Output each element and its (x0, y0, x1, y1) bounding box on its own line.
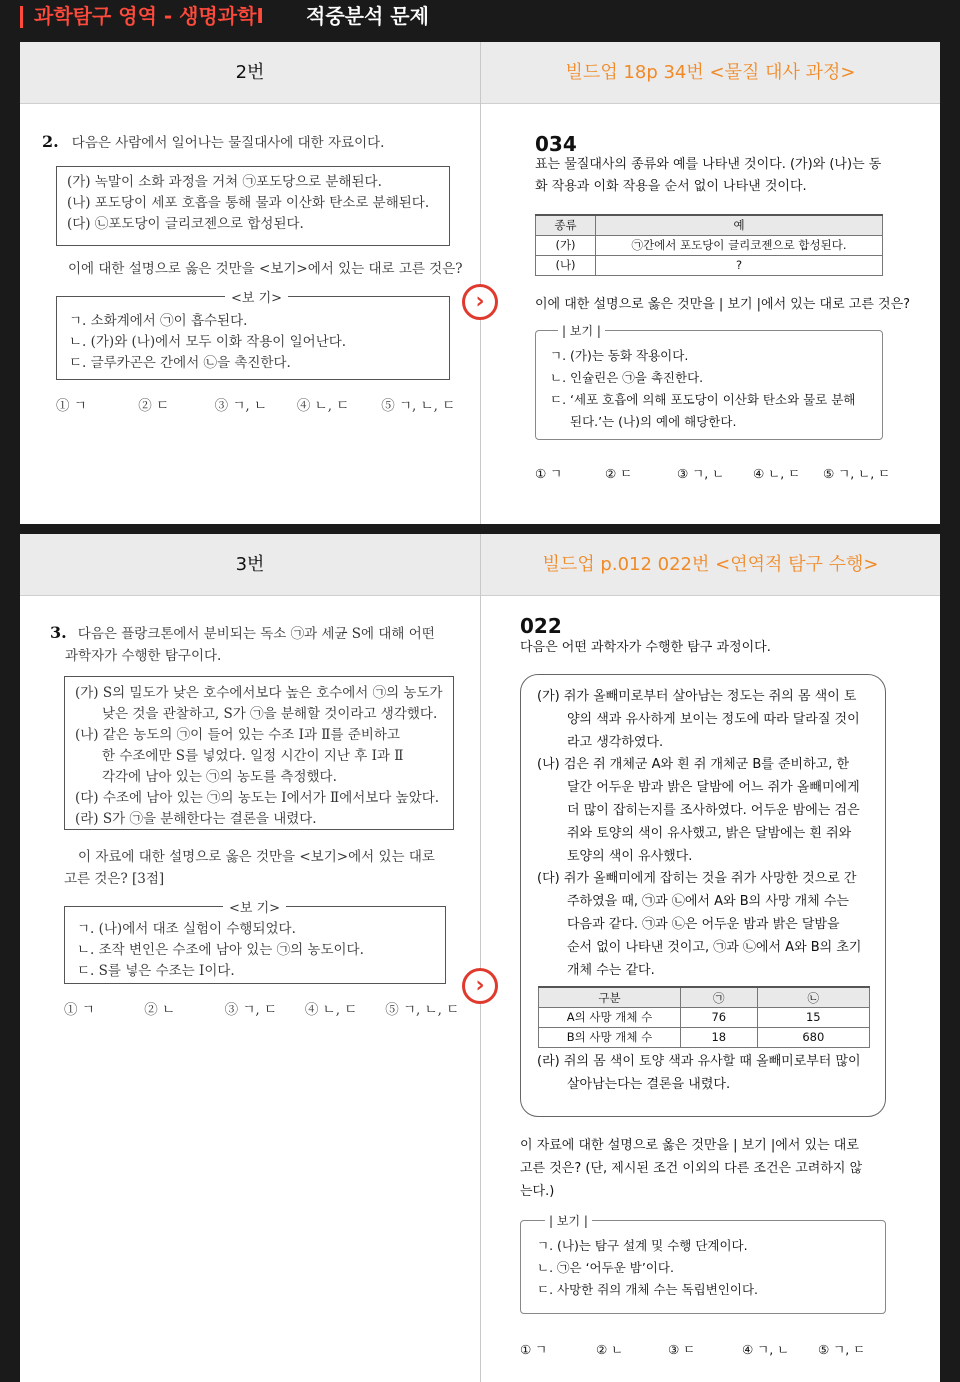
process-line: (라) 쥐의 몸 색이 토양 색과 유사할 때 올빼미로부터 많이 (537, 1053, 861, 1069)
page-banner (0, 0, 960, 42)
buildup-stem (535, 154, 881, 198)
bogi-statement: 된다.’는 (나)의 예에 해당한다. (570, 414, 737, 429)
data-box (56, 166, 450, 246)
process-line: (나) 검은 쥐 개체군 A와 흰 쥐 개체군 B를 준비하고, 한 (537, 757, 850, 773)
prompt-line: 고른 것은? (단, 제시된 조건 이외의 다른 조건은 고려하지 않 (520, 1161, 863, 1176)
choice-4[interactable]: ④ ㄴ, ㄷ (304, 1002, 358, 1018)
bogi-statement: ㄷ. S를 넣은 수조는 Ⅰ이다. (77, 963, 235, 979)
buildup-prompt: 이에 대한 설명으로 옳은 것만을 | 보기 |에서 있는 대로 고른 것은? (535, 297, 911, 312)
banner-title-red: 과학탐구 영역 - 생명과학Ⅰ (34, 4, 264, 28)
question-3-stem (50, 623, 470, 667)
choice-3[interactable]: ③ ㄷ (667, 1342, 696, 1357)
section-2-right-header: 빌드업 p.012 022번 <연역적 탐구 수행> (542, 554, 879, 575)
table-cell: A의 사망 개체 수 (539, 1007, 681, 1027)
choice-2[interactable]: ② ㄷ (604, 466, 633, 481)
table-cell: 18 (681, 1027, 758, 1047)
table-row (539, 1027, 870, 1047)
choice-3[interactable]: ③ ㄱ, ㄷ (224, 1002, 278, 1018)
bogi-statement: ㄱ. (가)는 동화 작용이다. (550, 348, 689, 363)
metabolism-table (535, 214, 883, 276)
table-cell: 680 (757, 1027, 869, 1047)
choice-4[interactable]: ④ ㄱ, ㄴ (741, 1342, 790, 1357)
choice-1[interactable]: ① ㄱ (520, 1342, 548, 1357)
process-line: 살아남는다는 결론을 내렸다. (567, 1076, 731, 1092)
bogi-title: | 보기 | (545, 1212, 592, 1229)
buildup-number: 034 (535, 132, 577, 156)
table-row (536, 255, 883, 275)
data-line: (가) 녹말이 소화 과정을 거쳐 ㉠포도당으로 분해된다. (67, 174, 382, 190)
table-header: 예 (596, 215, 883, 235)
inquiry-process-box (520, 674, 886, 1117)
question-stem: 다음은 사람에서 일어나는 물질대사에 대한 자료이다. (71, 135, 385, 151)
data-line: 낮은 것을 관찰하고, S가 ㉠을 분해할 것이라고 생각했다. (102, 706, 438, 722)
bogi-statement: ㄴ. (가)와 (나)에서 모두 이화 작용이 일어난다. (69, 334, 347, 350)
data-line: (라) S가 ㉠을 분해한다는 결론을 내렸다. (75, 811, 317, 827)
table-cell: (가) (536, 235, 596, 255)
banner-title-white: 적중분석 문제 (306, 4, 429, 28)
question-number: 2. (42, 132, 59, 151)
data-line: 한 수조에만 S를 넣었다. 일정 시간이 지난 후 Ⅰ과 Ⅱ (102, 748, 404, 764)
bogi-statement: ㄴ. 인슐린은 ㉠을 촉진한다. (550, 370, 704, 385)
bogi-title: | 보기 | (558, 322, 605, 339)
choice-3[interactable]: ③ ㄱ, ㄴ (676, 466, 725, 481)
bogi-box (520, 1214, 886, 1314)
bogi-box (64, 901, 446, 984)
buildup-number: 022 (520, 614, 562, 638)
data-line: (다) ㉡포도당이 글리코젠으로 합성된다. (67, 216, 304, 232)
table-header: 구분 (539, 987, 681, 1007)
table-cell: B의 사망 개체 수 (539, 1027, 681, 1047)
table-cell: ? (596, 255, 883, 275)
table-row (539, 1007, 870, 1027)
bogi-statement: ㄱ. (나)에서 대조 실험이 수행되었다. (77, 921, 296, 937)
answer-choices (56, 394, 455, 414)
section-2-left-header: 3번 (235, 554, 265, 575)
bogi-statement: ㄱ. (나)는 탐구 설계 및 수행 단계이다. (537, 1238, 748, 1253)
table-header: 종류 (536, 215, 596, 235)
table-row (536, 235, 883, 255)
data-line: 각각에 남아 있는 ㉠의 농도를 측정했다. (102, 769, 337, 785)
comparison-section-2 (20, 534, 940, 1382)
process-line: 달간 어두운 밤과 밝은 달밤에 어느 쥐가 올빼미에게 (567, 780, 860, 796)
stem-line: 다음은 플랑크톤에서 분비되는 독소 ㉠과 세균 S에 대해 어떤 (77, 626, 435, 642)
answer-choices (520, 1340, 865, 1358)
question-prompt: 이에 대한 설명으로 옳은 것만을 <보기>에서 있는 대로 고른 것은? (68, 261, 463, 277)
prompt-line: 이 자료에 대한 설명으로 옳은 것만을 <보기>에서 있는 대로 (78, 849, 435, 865)
table-cell: 76 (681, 1007, 758, 1027)
table-cell: 15 (757, 1007, 869, 1027)
bogi-box (535, 324, 883, 440)
process-line: 쥐와 토양의 색이 유사했고, 밝은 달밤에는 흰 쥐와 (567, 825, 852, 841)
bogi-statement: ㄷ. 글루카곤은 간에서 ㉡을 촉진한다. (69, 355, 291, 371)
process-line: (가) 쥐가 올빼미로부터 살아남는 정도는 쥐의 몸 색이 토 (537, 689, 857, 704)
comparison-section-1 (20, 42, 940, 524)
data-line: (나) 같은 농도의 ㉠이 들어 있는 수조 Ⅰ과 Ⅱ를 준비하고 (75, 727, 400, 743)
prompt-line: 이 자료에 대한 설명으로 옳은 것만을 | 보기 |에서 있는 대로 (520, 1138, 859, 1153)
table-header: ㉠ (681, 987, 758, 1007)
section-1-right-header: 빌드업 18p 34번 <물질 대사 과정> (565, 62, 856, 83)
prompt-line: 고른 것은? [3점] (64, 871, 165, 887)
process-line: 양의 색과 유사하게 보이는 정도에 따라 달라질 것이 (567, 711, 860, 727)
section-1-left-header: 2번 (235, 62, 265, 83)
bogi-statement: ㄱ. 소화계에서 ㉠이 흡수된다. (69, 313, 248, 329)
section-1-divider (480, 42, 481, 524)
choice-4[interactable]: ④ ㄴ, ㄷ (752, 466, 801, 481)
data-line: (나) 포도당이 세포 호흡을 통해 물과 이산화 탄소로 분해된다. (67, 195, 430, 211)
chevron-right-icon: › (462, 284, 498, 320)
question-prompt (64, 846, 435, 890)
choice-5[interactable]: ⑤ ㄱ, ㄴ, ㄷ (381, 398, 456, 414)
answer-choices (535, 464, 890, 482)
process-line: 더 많이 잡히는지를 조사하였다. 어두운 밤에는 검은 (567, 802, 860, 818)
banner-accent-bar (20, 6, 23, 28)
prompt-line: 는다.) (520, 1184, 555, 1199)
process-line: 개체 수는 같다. (567, 962, 655, 978)
choice-1[interactable]: ① ㄱ (535, 466, 563, 481)
table-cell: (나) (536, 255, 596, 275)
choice-3[interactable]: ③ ㄱ, ㄴ (214, 398, 268, 414)
bogi-statement: ㄷ. ‘세포 호흡에 의해 포도당이 이산화 탄소와 물로 분해 (550, 392, 856, 407)
table-header: ㉡ (757, 987, 869, 1007)
process-line: 다음과 같다. ㉠과 ㉡은 어두운 밤과 밝은 달밤을 (567, 916, 840, 932)
data-line: (가) S의 밀도가 낮은 호수에서보다 높은 호수에서 ㉠의 농도가 (75, 685, 443, 701)
stem-line: 표는 물질대사의 종류와 예를 나타낸 것이다. (가)와 (나)는 동 (535, 157, 882, 172)
process-line: 순서 없이 나타낸 것이고, ㉠과 ㉡에서 A와 B의 초기 (567, 939, 862, 955)
bogi-statement: ㄷ. 사망한 쥐의 개체 수는 독립변인이다. (537, 1282, 759, 1297)
answer-choices (64, 998, 459, 1018)
stem-line: 화 작용과 이화 작용을 순서 없이 나타낸 것이다. (535, 179, 807, 194)
choice-1[interactable]: ① ㄱ (56, 398, 87, 414)
bogi-box (56, 291, 450, 380)
table-cell: ㉠간에서 포도당이 글리코젠으로 합성된다. (596, 235, 883, 255)
choice-5[interactable]: ⑤ ㄱ, ㄴ, ㄷ (822, 466, 891, 481)
choice-2[interactable]: ② ㄴ (144, 1002, 176, 1018)
choice-1[interactable]: ① ㄱ (64, 1002, 95, 1018)
process-line: (다) 쥐가 올빼미에게 잡히는 것을 쥐가 사망한 것으로 간 (537, 871, 857, 887)
choice-4[interactable]: ④ ㄴ, ㄷ (296, 398, 350, 414)
process-line: 라고 생각하였다. (567, 734, 664, 750)
bogi-statement: ㄴ. ㉠은 ‘어두운 밤’이다. (537, 1260, 674, 1275)
section-2-divider (480, 534, 481, 1382)
question-2-stem-line (42, 132, 462, 154)
process-line: 토양의 색이 유사했다. (567, 848, 693, 864)
buildup-prompt (520, 1134, 862, 1203)
stem-line: 과학자가 수행한 탐구이다. (65, 648, 222, 664)
buildup-stem: 다음은 어떤 과학자가 수행한 탐구 과정이다. (520, 640, 771, 655)
choice-2[interactable]: ② ㄷ (138, 398, 170, 414)
bogi-title: <보 기> (223, 897, 286, 916)
process-line: 주하였을 때, ㉠과 ㉡에서 A와 B의 사망 개체 수는 (567, 894, 849, 910)
mouse-death-table (538, 986, 870, 1048)
choice-5[interactable]: ⑤ ㄱ, ㄷ (817, 1342, 866, 1357)
chevron-right-icon: › (462, 968, 498, 1004)
question-number: 3. (50, 623, 67, 642)
bogi-title: <보 기> (225, 287, 288, 306)
data-box (64, 676, 454, 830)
choice-5[interactable]: ⑤ ㄱ, ㄴ, ㄷ (385, 1002, 460, 1018)
data-line: (다) 수조에 남아 있는 ㉠의 농도는 Ⅰ에서가 Ⅱ에서보다 높았다. (75, 790, 440, 806)
bogi-statement: ㄴ. 조작 변인은 수조에 남아 있는 ㉠의 농도이다. (77, 942, 364, 958)
choice-2[interactable]: ② ㄴ (595, 1342, 624, 1357)
